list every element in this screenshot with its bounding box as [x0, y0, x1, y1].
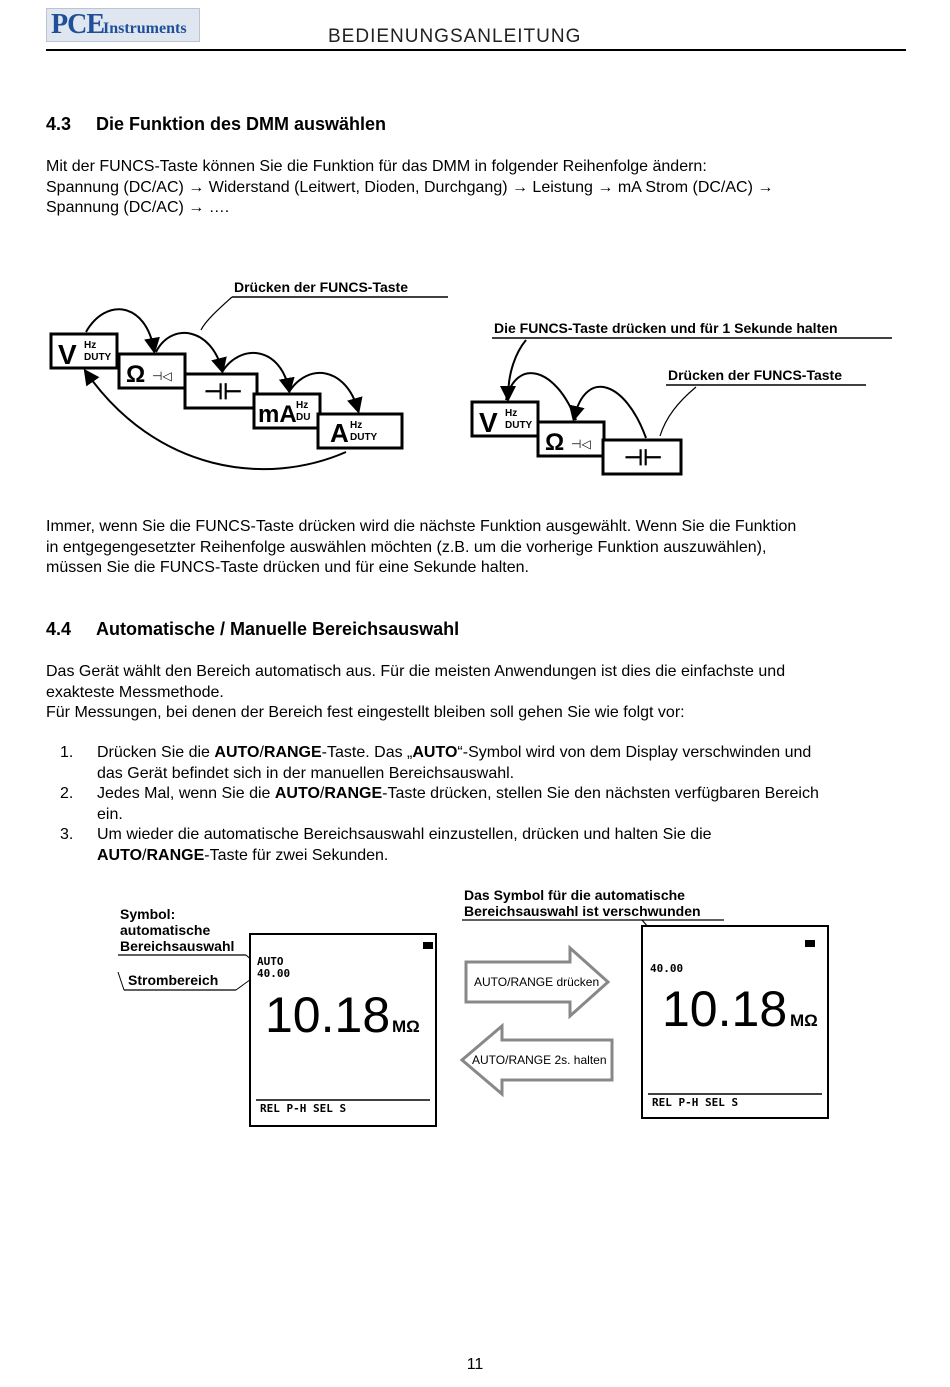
key-symbol: Ω	[545, 429, 565, 456]
section-4-3-intro	[46, 157, 906, 219]
list-item	[60, 784, 910, 826]
label-hold-funcs: Die FUNCS-Taste drücken und für 1 Sekunde halten	[494, 320, 838, 336]
label-leader	[118, 972, 124, 990]
section-title: Die Funktion des DMM auswählen	[96, 114, 387, 134]
arrow-auto-range-hold	[462, 1026, 612, 1094]
battery-icon	[423, 942, 433, 949]
key-symbol: V	[58, 339, 77, 370]
section-title: Automatische / Manuelle Bereichsauswahl	[96, 619, 460, 639]
key-duty: DUTY	[350, 432, 378, 443]
arrow-label: AUTO/RANGE drücken	[474, 975, 600, 989]
list-number: 1.	[60, 744, 74, 761]
key-symbol: A	[330, 418, 349, 448]
label-symbol: automatische	[120, 922, 211, 938]
key-volt	[472, 402, 538, 438]
section-heading-4-4	[46, 619, 459, 640]
key-duty: DUTY	[505, 420, 533, 431]
key-symbol: ⊣⊢	[624, 445, 663, 470]
label-press-funcs: Drücken der FUNCS-Taste	[234, 279, 409, 295]
arrow-label: AUTO/RANGE 2s. halten	[472, 1053, 607, 1067]
diode-icon: ⊣◁	[152, 369, 172, 383]
paragraph-line: Für Messungen, bei denen der Bereich fest eingestellt bleiben soll gehen Sie wie folgt vor:	[46, 704, 685, 721]
key-duty: DU	[296, 412, 311, 423]
paragraph-line: Das Gerät wählt den Bereich automatisch aus. Für die meisten Anwendungen ist dies die einfachste und	[46, 663, 786, 680]
list-item	[60, 743, 910, 785]
key-hz: Hz	[84, 340, 97, 351]
key-hz: Hz	[296, 400, 309, 411]
auto-range-figure	[110, 882, 840, 1132]
key-symbol: mA	[258, 401, 297, 428]
paragraph-line: Spannung (DC/AC) → ….	[46, 199, 230, 216]
label-symbol: Symbol:	[120, 906, 176, 922]
key-capacitor	[185, 374, 257, 408]
lcd-display-manual	[642, 926, 828, 1118]
funcs-key-sequence-figure	[46, 272, 906, 487]
page-number: 11	[466, 1356, 484, 1373]
section-number: 4.3	[46, 114, 72, 134]
label-leader	[201, 297, 232, 330]
lcd-display-auto	[250, 934, 436, 1126]
section-4-4-intro	[46, 662, 906, 724]
lcd-softkey-bar: REL P-H SEL S	[260, 1102, 347, 1115]
key-hz: Hz	[505, 408, 518, 419]
paragraph-line: exakteste Messmethode.	[46, 683, 224, 701]
section-heading-4-3	[46, 114, 386, 135]
lcd-auto-indicator: AUTO	[257, 955, 284, 968]
label-strombereich: Strombereich	[128, 972, 219, 988]
key-ohm	[538, 422, 604, 456]
section-4-3-explanation	[46, 517, 906, 579]
label-leader	[660, 387, 696, 436]
paragraph-line: in entgegengesetzter Reihenfolge auswählen möchten (z.B. um die vorherige Funktion auszuwählen),	[46, 538, 767, 556]
label-disappeared: Bereichsauswahl ist verschwunden	[464, 903, 701, 919]
arrow-auto-range-press	[466, 948, 608, 1016]
lcd-unit: MΩ	[392, 1017, 420, 1036]
key-volt	[51, 334, 117, 370]
key-milliamp	[254, 394, 320, 428]
lcd-value: 10.18	[662, 981, 788, 1037]
paragraph-line: Immer, wenn Sie die FUNCS-Taste drücken wird die nächste Funktion ausgewählt. Wenn Sie die Funktion	[46, 518, 797, 535]
list-text: Jedes Mal, wenn Sie die AUTO/RANGE-Taste drücken, stellen Sie den nächsten verfügbaren Bereich ein.	[97, 785, 819, 823]
lcd-value: 10.18	[265, 987, 391, 1043]
paragraph-line: Mit der FUNCS-Taste können Sie die Funktion für das DMM in folgender Reihenfolge ändern:	[46, 158, 707, 175]
label-press-funcs-2: Drücken der FUNCS-Taste	[668, 367, 843, 383]
key-amp	[318, 414, 402, 448]
lcd-softkey-bar: REL P-H SEL S	[652, 1096, 739, 1109]
document-title: BEDIENUNGSANLEITUNG	[328, 26, 582, 47]
key-symbol: ⊣⊢	[204, 379, 243, 404]
list-text: Drücken Sie die AUTO/RANGE-Taste. Das „AUTO“-Symbol wird von dem Display verschwinden und das Gerät befindet sich in der manuellen Bereichsauswahl.	[97, 744, 812, 782]
battery-icon	[805, 940, 815, 947]
diode-icon: ⊣◁	[571, 437, 591, 451]
key-hz: Hz	[350, 420, 363, 431]
logo-pce-text: PCE	[51, 9, 104, 40]
list-number: 3.	[60, 826, 74, 843]
label-disappeared: Das Symbol für die automatische	[464, 887, 685, 903]
list-number: 2.	[60, 785, 74, 802]
paragraph-line: müssen Sie die FUNCS-Taste drücken und für eine Sekunde halten.	[46, 559, 529, 576]
label-symbol: Bereichsauswahl	[120, 938, 235, 954]
section-number: 4.4	[46, 619, 72, 639]
lcd-range: 40.00	[650, 962, 684, 975]
header-divider	[46, 49, 906, 51]
logo-instruments-text: Instruments	[103, 20, 187, 37]
paragraph-line: Spannung (DC/AC) → Widerstand (Leitwert, Dioden, Durchgang) → Leistung → mA Strom (DC/AC) →	[46, 178, 774, 196]
pce-logo	[46, 8, 200, 42]
list-item	[60, 825, 910, 867]
key-capacitor	[603, 440, 681, 474]
key-symbol: V	[479, 407, 498, 438]
key-duty: DUTY	[84, 352, 112, 363]
lcd-unit: MΩ	[790, 1011, 818, 1030]
lcd-range: 40.00	[257, 967, 291, 980]
key-ohm	[119, 354, 185, 388]
arrow-back	[508, 340, 526, 398]
key-symbol: Ω	[126, 361, 146, 388]
list-text: Um wieder die automatische Bereichsauswahl einzustellen, drücken und halten Sie die AUTO/RANGE-Taste für zwei Sekunden.	[97, 826, 712, 864]
